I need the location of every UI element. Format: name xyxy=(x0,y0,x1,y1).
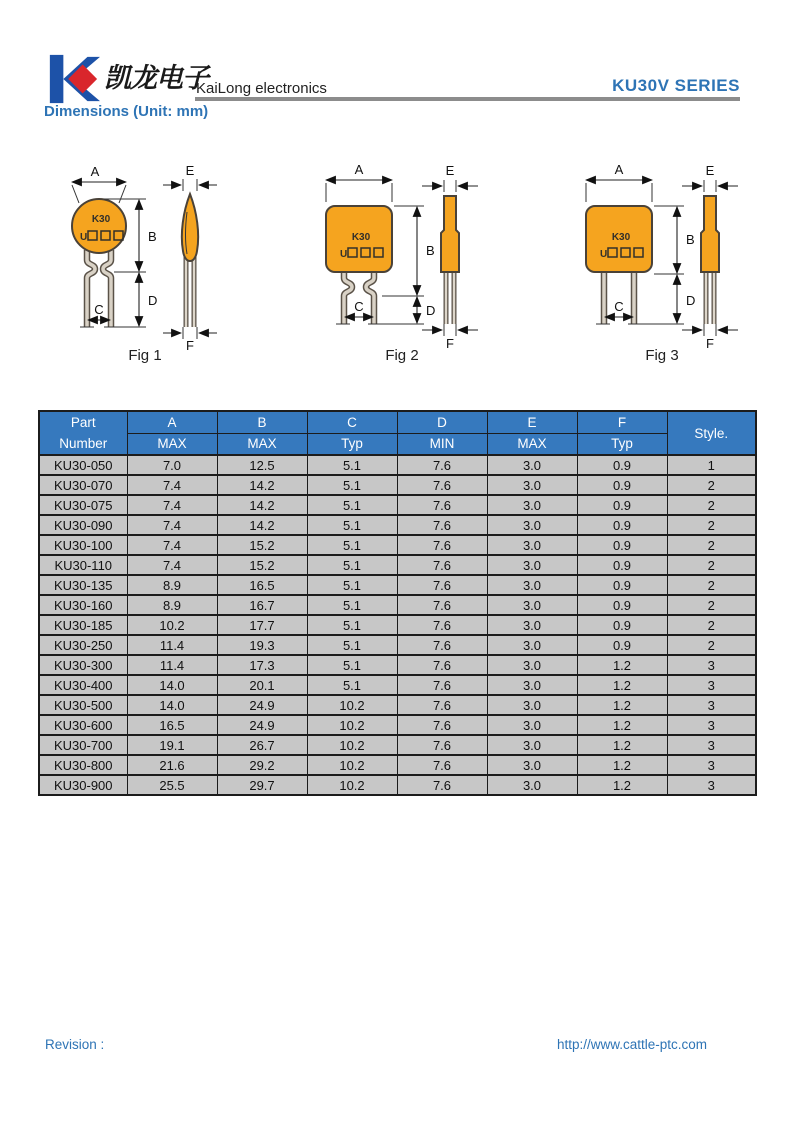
dim-label-f: F xyxy=(706,336,714,351)
style-cell: 2 xyxy=(667,575,756,595)
style-cell: 2 xyxy=(667,495,756,515)
value-cell: 11.4 xyxy=(127,635,217,655)
value-cell: 3.0 xyxy=(487,455,577,475)
value-cell: 5.1 xyxy=(307,495,397,515)
value-cell: 7.6 xyxy=(397,615,487,635)
value-cell: 5.1 xyxy=(307,655,397,675)
value-cell: 7.6 xyxy=(397,715,487,735)
value-cell: 7.4 xyxy=(127,555,217,575)
value-cell: 7.6 xyxy=(397,695,487,715)
component-body-side xyxy=(701,196,719,272)
component-body-side xyxy=(182,194,198,261)
value-cell: 29.2 xyxy=(217,755,307,775)
logo-chinese-text: 凯龙电子 xyxy=(104,63,208,94)
value-cell: 5.1 xyxy=(307,475,397,495)
value-cell: 10.2 xyxy=(307,755,397,775)
dim-label-b: B xyxy=(426,243,435,258)
table-row xyxy=(39,755,756,775)
style-cell: 2 xyxy=(667,475,756,495)
style-cell: 3 xyxy=(667,755,756,775)
value-cell: 0.9 xyxy=(577,595,667,615)
value-cell: 16.5 xyxy=(127,715,217,735)
value-cell: 26.7 xyxy=(217,735,307,755)
style-cell: 3 xyxy=(667,675,756,695)
value-cell: 5.1 xyxy=(307,555,397,575)
value-cell: 14.2 xyxy=(217,515,307,535)
value-cell: 7.6 xyxy=(397,475,487,495)
dim-label-c: C xyxy=(354,299,364,314)
component-marking-prefix: U xyxy=(600,249,608,260)
table-row xyxy=(39,495,756,515)
value-cell: 10.2 xyxy=(307,735,397,755)
dim-label-f: F xyxy=(186,338,194,353)
table-row xyxy=(39,655,756,675)
component-marking-prefix: U xyxy=(340,249,348,260)
value-cell: 1.2 xyxy=(577,675,667,695)
table-row xyxy=(39,735,756,755)
dim-label-d: D xyxy=(148,293,158,308)
value-cell: 24.9 xyxy=(217,695,307,715)
value-cell: 7.4 xyxy=(127,495,217,515)
dim-label-c: C xyxy=(614,299,624,314)
table-row xyxy=(39,675,756,695)
section-title: Dimensions (Unit: mm) xyxy=(44,103,209,120)
value-cell: 3.0 xyxy=(487,655,577,675)
dim-label-b: B xyxy=(148,229,157,244)
value-cell: 17.7 xyxy=(217,615,307,635)
value-cell: 10.2 xyxy=(307,695,397,715)
dim-label-f: F xyxy=(446,336,454,351)
style-cell: 2 xyxy=(667,615,756,635)
value-cell: 3.0 xyxy=(487,755,577,775)
value-cell: 7.6 xyxy=(397,455,487,475)
part-number-cell: KU30-050 xyxy=(39,455,127,475)
value-cell: 10.2 xyxy=(307,715,397,735)
part-number-cell: KU30-100 xyxy=(39,535,127,555)
dim-label-a: A xyxy=(614,162,624,177)
value-cell: 7.6 xyxy=(397,755,487,775)
value-cell: 5.1 xyxy=(307,595,397,615)
col-subheader-c: Typ xyxy=(307,433,397,455)
part-number-cell: KU30-300 xyxy=(39,655,127,675)
style-cell: 2 xyxy=(667,635,756,655)
value-cell: 14.2 xyxy=(217,475,307,495)
value-cell: 0.9 xyxy=(577,575,667,595)
part-number-cell: KU30-075 xyxy=(39,495,127,515)
value-cell: 1.2 xyxy=(577,735,667,755)
value-cell: 7.4 xyxy=(127,475,217,495)
value-cell: 7.6 xyxy=(397,735,487,755)
style-cell: 2 xyxy=(667,535,756,555)
table-row xyxy=(39,695,756,715)
value-cell: 3.0 xyxy=(487,475,577,495)
value-cell: 24.9 xyxy=(217,715,307,735)
value-cell: 7.6 xyxy=(397,675,487,695)
dim-label-c: C xyxy=(94,302,104,317)
value-cell: 12.5 xyxy=(217,455,307,475)
revision-label: Revision : xyxy=(45,1037,105,1052)
value-cell: 5.1 xyxy=(307,455,397,475)
value-cell: 3.0 xyxy=(487,595,577,615)
col-subheader-d: MIN xyxy=(397,433,487,455)
value-cell: 7.6 xyxy=(397,775,487,795)
col-header-part-number xyxy=(39,411,127,455)
value-cell: 3.0 xyxy=(487,515,577,535)
col-header-b: B xyxy=(217,411,307,433)
part-number-cell: KU30-500 xyxy=(39,695,127,715)
dim-label-e: E xyxy=(185,163,195,178)
style-cell: 3 xyxy=(667,735,756,755)
value-cell: 0.9 xyxy=(577,555,667,575)
style-cell: 3 xyxy=(667,775,756,795)
figure-2-caption: Fig 2 xyxy=(385,347,419,364)
style-cell: 3 xyxy=(667,715,756,735)
value-cell: 7.6 xyxy=(397,635,487,655)
value-cell: 5.1 xyxy=(307,575,397,595)
value-cell: 0.9 xyxy=(577,615,667,635)
style-cell: 3 xyxy=(667,655,756,675)
value-cell: 0.9 xyxy=(577,455,667,475)
part-header-line2: Number xyxy=(59,436,108,451)
dim-label-b: B xyxy=(686,232,695,247)
value-cell: 1.2 xyxy=(577,715,667,735)
value-cell: 17.3 xyxy=(217,655,307,675)
col-subheader-f: Typ xyxy=(577,433,667,455)
dim-label-d: D xyxy=(686,293,696,308)
value-cell: 5.1 xyxy=(307,515,397,535)
component-marking: K30 xyxy=(611,232,631,243)
table-row xyxy=(39,595,756,615)
dim-label-e: E xyxy=(705,163,715,178)
value-cell: 0.9 xyxy=(577,535,667,555)
value-cell: 11.4 xyxy=(127,655,217,675)
component-marking: K30 xyxy=(91,214,111,225)
part-number-cell: KU30-160 xyxy=(39,595,127,615)
value-cell: 3.0 xyxy=(487,695,577,715)
col-header-d: D xyxy=(397,411,487,433)
table-row xyxy=(39,515,756,535)
kailong-logo-icon xyxy=(44,52,102,106)
value-cell: 15.2 xyxy=(217,535,307,555)
value-cell: 0.9 xyxy=(577,495,667,515)
value-cell: 5.1 xyxy=(307,535,397,555)
website-link[interactable]: http://www.cattle-ptc.com xyxy=(556,1037,707,1052)
dim-label-a: A xyxy=(90,164,100,179)
value-cell: 25.5 xyxy=(127,775,217,795)
value-cell: 7.6 xyxy=(397,575,487,595)
component-body-disc xyxy=(72,199,126,253)
col-subheader-b: MAX xyxy=(217,433,307,455)
value-cell: 8.9 xyxy=(127,595,217,615)
part-number-cell: KU30-070 xyxy=(39,475,127,495)
part-number-cell: KU30-090 xyxy=(39,515,127,535)
value-cell: 15.2 xyxy=(217,555,307,575)
dim-label-d: D xyxy=(426,303,436,318)
col-header-a: A xyxy=(127,411,217,433)
table-row xyxy=(39,635,756,655)
part-number-cell: KU30-135 xyxy=(39,575,127,595)
value-cell: 19.1 xyxy=(127,735,217,755)
table-row xyxy=(39,555,756,575)
value-cell: 8.9 xyxy=(127,575,217,595)
table-row xyxy=(39,535,756,555)
value-cell: 0.9 xyxy=(577,635,667,655)
value-cell: 7.6 xyxy=(397,515,487,535)
style-cell: 2 xyxy=(667,595,756,615)
value-cell: 7.6 xyxy=(397,655,487,675)
col-header-f: F xyxy=(577,411,667,433)
value-cell: 3.0 xyxy=(487,715,577,735)
dimensions-table xyxy=(38,410,757,796)
part-number-cell: KU30-185 xyxy=(39,615,127,635)
part-number-cell: KU30-600 xyxy=(39,715,127,735)
part-header-line1: Part xyxy=(70,415,96,430)
value-cell: 1.2 xyxy=(577,775,667,795)
value-cell: 7.4 xyxy=(127,515,217,535)
value-cell: 3.0 xyxy=(487,635,577,655)
style-cell: 2 xyxy=(667,555,756,575)
dim-label-e: E xyxy=(445,163,455,178)
part-number-cell: KU30-400 xyxy=(39,675,127,695)
value-cell: 20.1 xyxy=(217,675,307,695)
col-header-style: Style. xyxy=(667,411,756,455)
value-cell: 14.0 xyxy=(127,695,217,715)
table-row xyxy=(39,615,756,635)
col-subheader-a: MAX xyxy=(127,433,217,455)
component-marking-prefix: U xyxy=(80,232,88,243)
table-row xyxy=(39,775,756,795)
figure-3-drawing xyxy=(558,160,788,370)
value-cell: 19.3 xyxy=(217,635,307,655)
value-cell: 21.6 xyxy=(127,755,217,775)
part-number-cell: KU30-110 xyxy=(39,555,127,575)
table-row xyxy=(39,455,756,475)
part-number-cell: KU30-700 xyxy=(39,735,127,755)
figure-1-caption: Fig 1 xyxy=(128,347,162,364)
table-row xyxy=(39,475,756,495)
value-cell: 29.7 xyxy=(217,775,307,795)
part-number-cell: KU30-250 xyxy=(39,635,127,655)
value-cell: 14.2 xyxy=(217,495,307,515)
value-cell: 0.9 xyxy=(577,475,667,495)
value-cell: 3.0 xyxy=(487,735,577,755)
figure-3-caption: Fig 3 xyxy=(645,347,679,364)
col-header-e: E xyxy=(487,411,577,433)
value-cell: 3.0 xyxy=(487,775,577,795)
dimension-table-body xyxy=(39,455,756,795)
series-title: KU30V SERIES xyxy=(612,76,740,95)
value-cell: 3.0 xyxy=(487,495,577,515)
value-cell: 5.1 xyxy=(307,635,397,655)
header-divider xyxy=(195,97,740,101)
col-subheader-e: MAX xyxy=(487,433,577,455)
component-body-side xyxy=(441,196,459,272)
value-cell: 7.4 xyxy=(127,535,217,555)
value-cell: 5.1 xyxy=(307,675,397,695)
value-cell: 16.7 xyxy=(217,595,307,615)
value-cell: 10.2 xyxy=(307,775,397,795)
value-cell: 10.2 xyxy=(127,615,217,635)
part-number-cell: KU30-900 xyxy=(39,775,127,795)
part-number-cell: KU30-800 xyxy=(39,755,127,775)
value-cell: 3.0 xyxy=(487,575,577,595)
value-cell: 1.2 xyxy=(577,695,667,715)
figure-1-drawing xyxy=(40,160,270,370)
value-cell: 14.0 xyxy=(127,675,217,695)
value-cell: 3.0 xyxy=(487,535,577,555)
col-header-c: C xyxy=(307,411,397,433)
value-cell: 0.9 xyxy=(577,515,667,535)
value-cell: 3.0 xyxy=(487,615,577,635)
value-cell: 7.0 xyxy=(127,455,217,475)
value-cell: 3.0 xyxy=(487,675,577,695)
value-cell: 16.5 xyxy=(217,575,307,595)
style-cell: 1 xyxy=(667,455,756,475)
value-cell: 1.2 xyxy=(577,755,667,775)
style-cell: 3 xyxy=(667,695,756,715)
value-cell: 5.1 xyxy=(307,615,397,635)
value-cell: 1.2 xyxy=(577,655,667,675)
dim-label-a: A xyxy=(354,162,364,177)
value-cell: 3.0 xyxy=(487,555,577,575)
value-cell: 7.6 xyxy=(397,495,487,515)
component-marking: K30 xyxy=(351,232,371,243)
table-row xyxy=(39,715,756,735)
figure-2-drawing xyxy=(298,160,528,370)
table-row xyxy=(39,575,756,595)
value-cell: 7.6 xyxy=(397,555,487,575)
value-cell: 7.6 xyxy=(397,535,487,555)
value-cell: 7.6 xyxy=(397,595,487,615)
company-name: KaiLong electronics xyxy=(196,80,327,97)
style-cell: 2 xyxy=(667,515,756,535)
